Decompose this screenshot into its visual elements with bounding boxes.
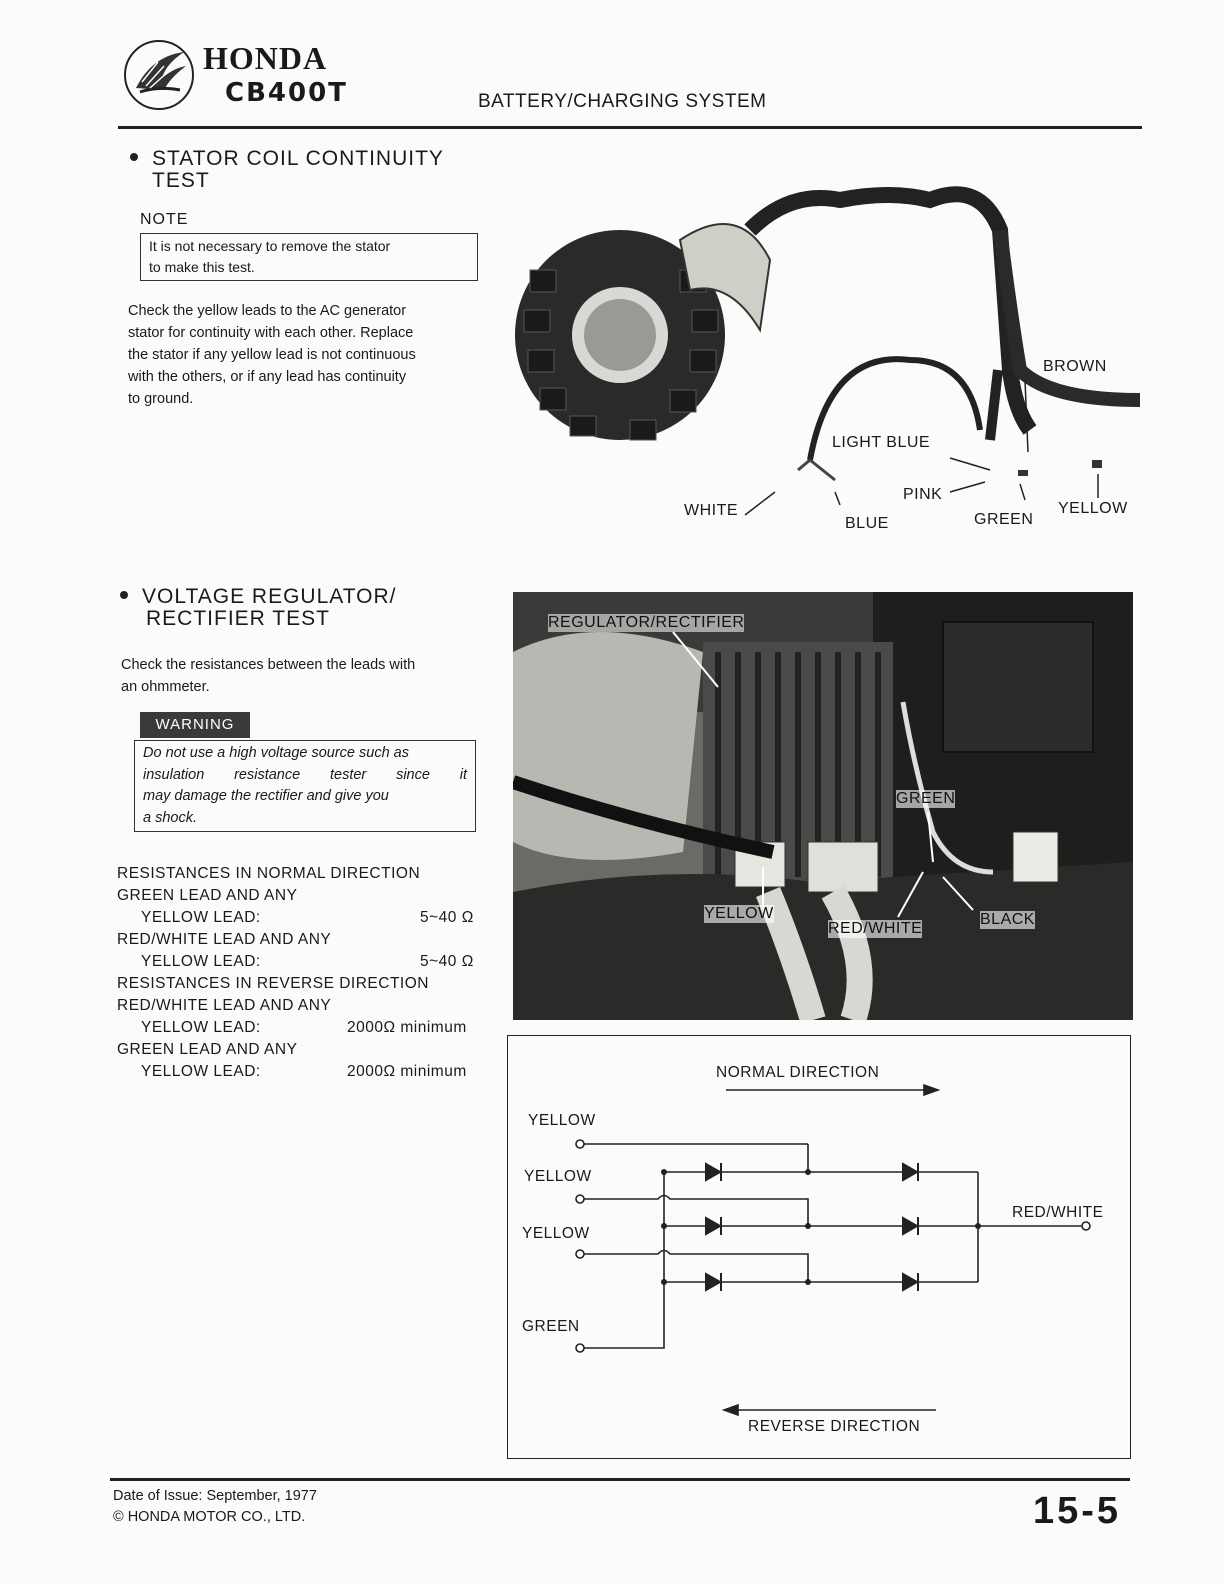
spec-line: RED/WHITE LEAD AND ANY — [117, 997, 332, 1014]
reverse-heading: RESISTANCES IN REVERSE DIRECTION — [117, 975, 429, 992]
body-line: to ground. — [128, 391, 194, 407]
label-light-blue: LIGHT BLUE — [832, 434, 931, 451]
label-green-lead: GREEN — [896, 790, 956, 807]
body-line: with the others, or if any lead has continuity — [128, 369, 407, 385]
warning-box — [134, 740, 476, 832]
warning-label: WARNING — [140, 712, 250, 738]
spec-value: 2000Ω minimum — [347, 1019, 467, 1036]
regulator-photo — [513, 592, 1133, 1020]
yellow-terminal-2: YELLOW — [524, 1168, 592, 1185]
warning-line: insulation resistance tester since it — [143, 766, 467, 783]
copyright: © HONDA MOTOR CO., LTD. — [113, 1509, 306, 1525]
bullet-icon — [130, 153, 138, 161]
label-white: WHITE — [684, 502, 739, 519]
normal-direction-label: NORMAL DIRECTION — [716, 1064, 880, 1081]
spec-value: 5~40 Ω — [420, 953, 474, 970]
stator-body — [128, 300, 498, 410]
label-brown: BROWN — [1043, 358, 1107, 375]
label-pink: PINK — [903, 486, 943, 503]
section-title: BATTERY/CHARGING SYSTEM — [478, 91, 767, 112]
honda-wing-logo — [122, 38, 196, 112]
body-line: Check the resistances between the leads with — [121, 657, 416, 673]
stator-coil-image — [515, 224, 770, 440]
label-regulator-rectifier: REGULATOR/RECTIFIER — [548, 614, 745, 631]
warning-line: a shock. — [143, 809, 197, 826]
body-line: an ohmmeter. — [121, 679, 210, 695]
spec-line: YELLOW LEAD: — [141, 953, 261, 970]
bullet-icon — [120, 591, 128, 599]
header-rule — [118, 126, 1142, 129]
footer-rule — [110, 1478, 1130, 1481]
spec-line: GREEN LEAD AND ANY — [117, 887, 298, 904]
body-line: stator for continuity with each other. Replace — [128, 325, 414, 341]
circuit-schematic — [508, 1036, 1130, 1458]
footer-info — [113, 1486, 317, 1528]
warning-line: may damage the rectifier and give you — [143, 788, 389, 804]
page-number: 15-5 — [1033, 1490, 1122, 1532]
issue-date: Date of Issue: September, 1977 — [113, 1488, 317, 1504]
model-name: CB400T — [225, 78, 348, 108]
resistance-spec-list — [117, 863, 489, 1083]
stator-heading-line2: TEST — [152, 169, 210, 192]
body-line: Check the yellow leads to the AC generator — [128, 303, 407, 319]
label-red-white-lead: RED/WHITE — [828, 920, 923, 937]
spec-line: YELLOW LEAD: — [141, 909, 261, 926]
warning-line: Do not use a high voltage source such as — [143, 745, 409, 761]
regulator-heading-line2: RECTIFIER TEST — [146, 607, 330, 630]
rectifier-circuit-diagram — [507, 1035, 1131, 1459]
label-green: GREEN — [974, 511, 1034, 528]
body-line: the stator if any yellow lead is not continuous — [128, 347, 416, 363]
note-label: NOTE — [140, 211, 189, 228]
regulator-heading: VOLTAGE REGULATOR/ — [120, 586, 397, 608]
spec-value: 2000Ω minimum — [347, 1063, 467, 1080]
yellow-terminal-1: YELLOW — [528, 1112, 596, 1129]
normal-heading: RESISTANCES IN NORMAL DIRECTION — [117, 865, 421, 882]
spec-line: YELLOW LEAD: — [141, 1063, 261, 1080]
label-yellow: YELLOW — [1058, 500, 1128, 517]
label-yellow-lead: YELLOW — [704, 905, 774, 922]
note-line: to make this test. — [149, 259, 255, 275]
brand-name: HONDA — [203, 40, 328, 76]
note-box — [140, 233, 478, 281]
green-terminal: GREEN — [522, 1318, 580, 1335]
label-blue: BLUE — [845, 515, 889, 532]
red-white-terminal: RED/WHITE — [1012, 1204, 1104, 1221]
regulator-body — [121, 654, 501, 698]
spec-line: GREEN LEAD AND ANY — [117, 1041, 298, 1058]
stator-heading: STATOR COIL CONTINUITY — [130, 148, 444, 170]
spec-line: RED/WHITE LEAD AND ANY — [117, 931, 332, 948]
label-black-lead: BLACK — [980, 911, 1035, 928]
spec-value: 5~40 Ω — [420, 909, 474, 926]
note-line: It is not necessary to remove the stator — [149, 238, 391, 254]
reverse-direction-label: REVERSE DIRECTION — [748, 1418, 921, 1435]
yellow-terminal-3: YELLOW — [522, 1225, 590, 1242]
spec-line: YELLOW LEAD: — [141, 1019, 261, 1036]
